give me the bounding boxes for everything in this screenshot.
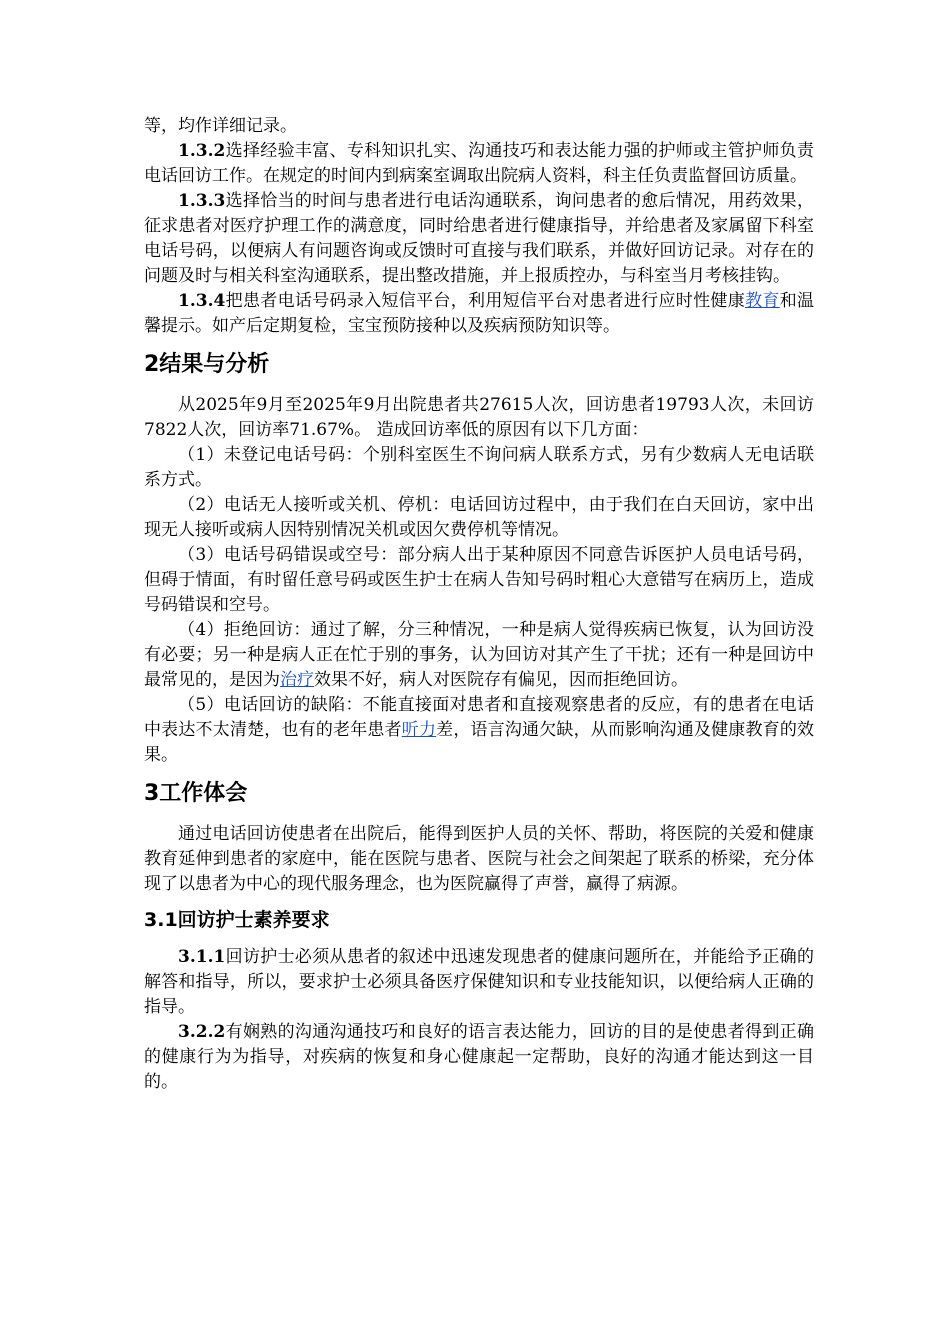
paragraph-text: （4）拒绝回访：通过了解，分三种情况，一种是病人觉得疾病已恢复，认为回访没有必要；另一种是病人正在忙于别的事务，认为回访对其产生了干扰；还有一种是回访中最常见的，是因为 xyxy=(144,620,814,690)
section-heading-experience: 3工作体会 xyxy=(144,781,248,806)
paragraph-text: 有娴熟的沟通沟通技巧和良好的语言表达能力，回访的目的是使患者得到正确的健康行为为指导，对疾病的恢复和身心健康起一定帮助，良好的沟通才能达到这一目的。 xyxy=(144,1022,814,1092)
paragraph-experience xyxy=(144,822,814,897)
clause-number: 1.3.3 xyxy=(178,191,226,211)
paragraph-text: 差，语言沟通欠缺，从而影响沟通及健康教育的效果。 xyxy=(144,720,815,765)
paragraph-1-3-4 xyxy=(144,289,814,339)
list-item-5 xyxy=(144,693,814,768)
list-item-3 xyxy=(144,543,814,618)
paragraph-1-3-3 xyxy=(144,189,814,289)
clause-number: 1.3.4 xyxy=(178,291,226,311)
paragraph-3-2-2 xyxy=(144,1020,814,1095)
paragraph-text: （1）未登记电话号码：个别科室医生不询问病人联系方式，另有少数病人无电话联系方式。 xyxy=(144,445,814,490)
list-item-4 xyxy=(144,618,814,693)
paragraph-text: 通过电话回访使患者在出院后，能得到医护人员的关怀、帮助，将医院的关爱和健康教育延伸到患者的家庭中，能在医院与患者、医院与社会之间架起了联系的桥梁，充分体现了以患者为中心的现代服务理念，也为医院赢得了声誉，赢得了病源。 xyxy=(144,824,814,894)
clause-number: 3.1.1 xyxy=(178,947,226,967)
list-item-2 xyxy=(144,493,814,543)
paragraph-text: （5）电话回访的缺陷：不能直接面对患者和直接观察患者的反应，有的患者在电话中表达不太清楚，也有的老年患者 xyxy=(144,695,814,740)
paragraph-text: 选择经验丰富、专科知识扎实、沟通技巧和表达能力强的护师或主管护师负责电话回访工作。在规定的时间内到病案室调取出院病人资料，科主任负责监督回访质量。 xyxy=(144,141,814,186)
link-hearing[interactable]: 听力 xyxy=(401,720,437,740)
paragraph-text: 选择恰当的时间与患者进行电话沟通联系，询问患者的愈后情况，用药效果，征求患者对医疗护理工作的满意度，同时给患者进行健康指导，并给患者及家属留下科室电话号码，以便病人有问题咨询或反馈时可直接与我们联系，并做好回访记录。对存在的问题及时与相关科室沟通联系，提出整改措施，并上报质控办，与科室当月考核挂钩。 xyxy=(144,191,814,286)
paragraph-text: 从2025年9月至2025年9月出院患者共27615人次，回访患者19793人次，未回访7822人次，回访率71.67%。 造成回访率低的原因有以下几方面： xyxy=(144,395,814,440)
paragraph-text: （2）电话无人接听或关机、停机：电话回访过程中，由于我们在白天回访，家中出现无人接听或病人因特别情况关机或因欠费停机等情况。 xyxy=(144,495,814,540)
list-item-1 xyxy=(144,443,814,493)
paragraph-text: （3）电话号码错误或空号：部分病人出于某种原因不同意告诉医护人员电话号码，但碍于情面，有时留任意号码或医生护士在病人告知号码时粗心大意错写在病历上，造成号码错误和空号。 xyxy=(144,545,814,615)
link-treatment[interactable]: 治疗 xyxy=(280,670,314,690)
paragraph-1-3-2 xyxy=(144,139,814,189)
section-heading-results: 2结果与分析 xyxy=(144,352,270,377)
paragraph-results-intro xyxy=(144,393,814,443)
subsection-heading-nurse-requirements: 3.1回访护士素养要求 xyxy=(144,909,330,931)
paragraph-text: 等，均作详细记录。 xyxy=(144,116,297,136)
paragraph-text: 效果不好，病人对医院存有偏见，因而拒绝回访。 xyxy=(314,670,688,690)
paragraph-3-1-1 xyxy=(144,945,814,1020)
paragraph-continuation xyxy=(144,114,814,139)
paragraph-text: 和温馨提示。如产后定期复检，宝宝预防接种以及疾病预防知识等。 xyxy=(144,291,815,336)
clause-number: 3.2.2 xyxy=(178,1022,226,1042)
link-education[interactable]: 教育 xyxy=(745,291,780,311)
clause-number: 1.3.2 xyxy=(178,141,226,161)
paragraph-text: 把患者电话号码录入短信平台，利用短信平台对患者进行应时性健康 xyxy=(225,291,746,311)
paragraph-text: 回访护士必须从患者的叙述中迅速发现患者的健康问题所在，并能给予正确的解答和指导，所以，要求护士必须具备医疗保健知识和专业技能知识，以便给病人正确的指导。 xyxy=(144,947,814,1017)
